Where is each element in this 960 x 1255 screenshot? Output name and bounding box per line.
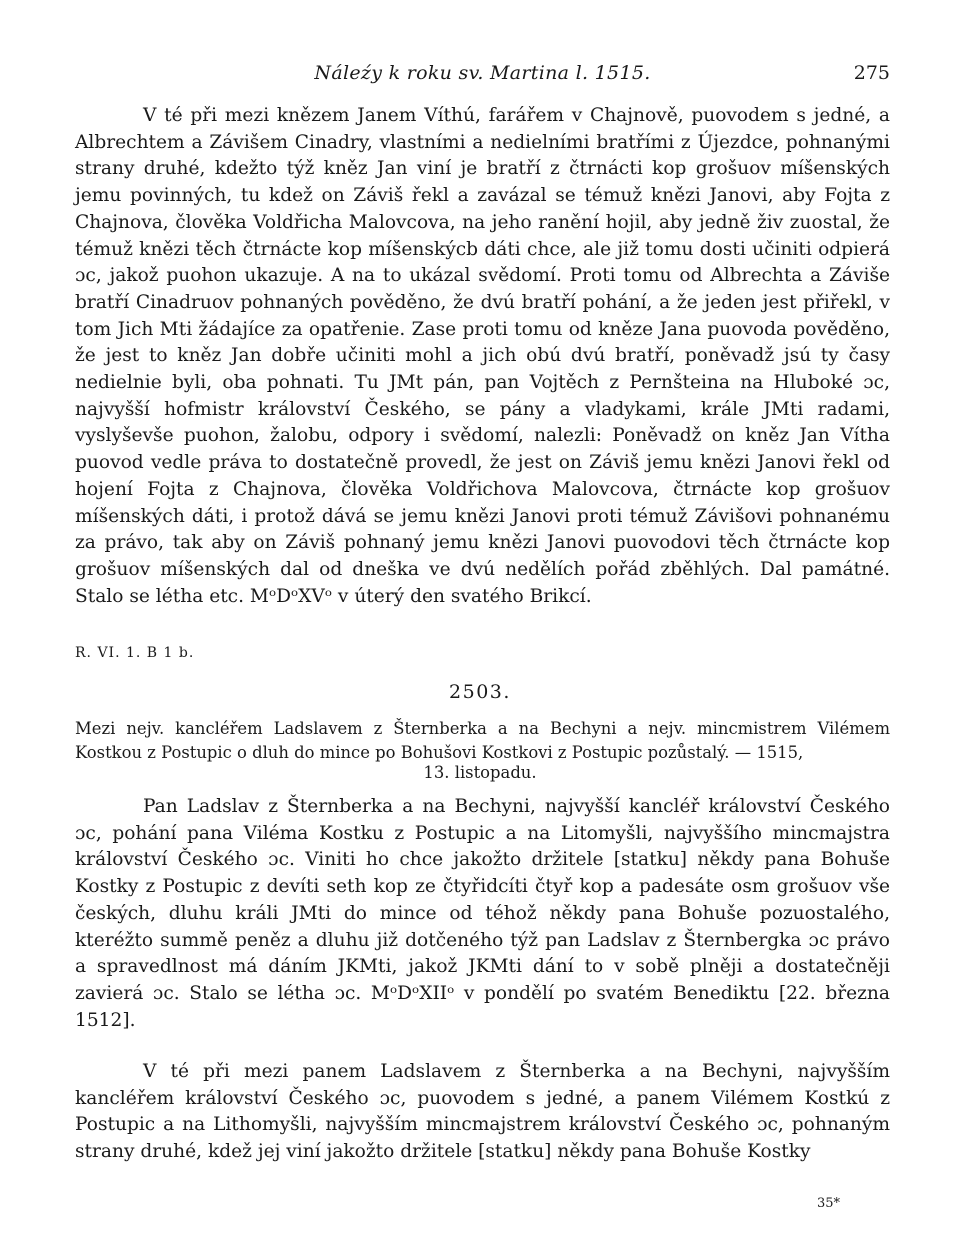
page-number: 275 — [853, 62, 890, 84]
regest-summary: Mezi nejv. kancléřem Ladslavem z Šternberka a na Bechyni a nejv. mincmistrem Vilémem Kostkou z Postupic o dluh do mince po Bohušovi Kostkovi z Postupic pozůstalý. — 1515, — [75, 719, 890, 762]
regest-date: 13. listopadu. — [423, 763, 537, 782]
paragraph-2: Pan Ladslav z Šternberka a na Bechyni, najvyšší kancléř království Českého ɔc, pohání pana Viléma Kostku z Postupic a na Litomyšli, najvyššího mincmajstra království Českého ɔc. Viniti ho chce jakožto držitele [statku] někdy pana Bohuše Kostky z Postupic z devíti seth kop ze čtyřidcíti čtyř kop a padesáte osm grošuov vše českých, dluhu králi JMti do mince od téhož někdy pana Bohuše pozuostalého, kteréžto summě peněz a dluhu již dotčeného týž pan Ladslav z Šternbergka ɔc právo a spravedlnost má dáním JKMti, jakož JKMti dání to v sobě plněji a dostatečněji zavierá ɔc. Stalo se létha ɔc. MᵒDᵒXIIᵒ v pondělí po svatém Benediktu [22. března 1512]. — [75, 796, 890, 1031]
signature-mark: 35* — [816, 1196, 840, 1211]
paragraph-1: V té při mezi knězem Janem Víthú, farářem v Chajnově, puovodem s jedné, a Albrechtem a Závišem Cinadry, vlastními a nedielními bratřími z Újezdce, pohnanými strany druhé, kdežto týž kněz Jan viní je bratří z čtrnácti kop grošuov míšenských jemu povinných, tu kdež on Záviš řekl a zavázal se témuž knězi Janovi, aby Fojta z Chajnova, člověka Voldřicha Malovcova, na jeho ranění hojil, aby jedně živ zuostal, že témuž knězi těch čtrnácte kop míšenskýcb dáti chce, ale již tomu dosti učiniti odpierá ɔc, jakož puohon ukazuje. A na to ukázal svědomí. Proti tomu od Albrechta a Záviše bratří Cinadruov pohnaných pověděno, že dvú bratří pohání, a že jeden jest přiřekl, v tom Jich Mti žádajíce za opatřenie. Zase proti tomu od kněze Jana puovoda pověděno, že jest to kněz Jan dobře učiniti mohl a jich obú dvú bratří, poněvadž jsú ty časy nedielnie byli, oba pohnati. Tu JMt pán, pan Vojtěch z Pernšteina na Hluboké ɔc, najvyšší hofmistr království Českého, se pány a vladykami, krále JMti radami, vyslyševše puohon, žalobu, odpory i svědomí, nalezli: Poněvadž on kněz Jan Vítha puovod vedle práva to dostatečně provedl, že jest on Záviš jemu knězi Janovi řekl od hojení Fojta z Chajnova, člověka Voldřichova Malovcova, čtrnácte kop grošuov míšenských dáti, i protož dává se jemu knězi Janovi proti témuž Závišovi pohnanému za právo, tak aby on Záviš pohnaný jemu knězi Janovi puovodovi těch čtrnácte kop grošuov míšenských dal od dneška ve dvú nedělích pořád zběhlých. Dal památné. Stalo se létha etc. MᵒDᵒXVᵒ v úterý den svatého Brikcí. — [75, 105, 890, 607]
document-number: 2503. — [449, 681, 511, 703]
paragraph-3: V té při mezi panem Ladslavem z Šternberka a na Bechyni, najvyšším kancléřem království Českého ɔc, puovodem s jedné, a panem Vilémem Kostkú z Postupic a na Lithomyšli, najvyšším mincmajstrem království Českého ɔc, pohnaným strany druhé, kdež jej viní jakožto držitele [statku] někdy pana Bohuše Kostky — [75, 1061, 890, 1163]
running-head — [75, 62, 890, 90]
archive-signature: R. VI. 1. B 1 b. — [75, 645, 195, 661]
running-title: Náleźy k roku sv. Martina l. 1515. — [314, 62, 651, 84]
